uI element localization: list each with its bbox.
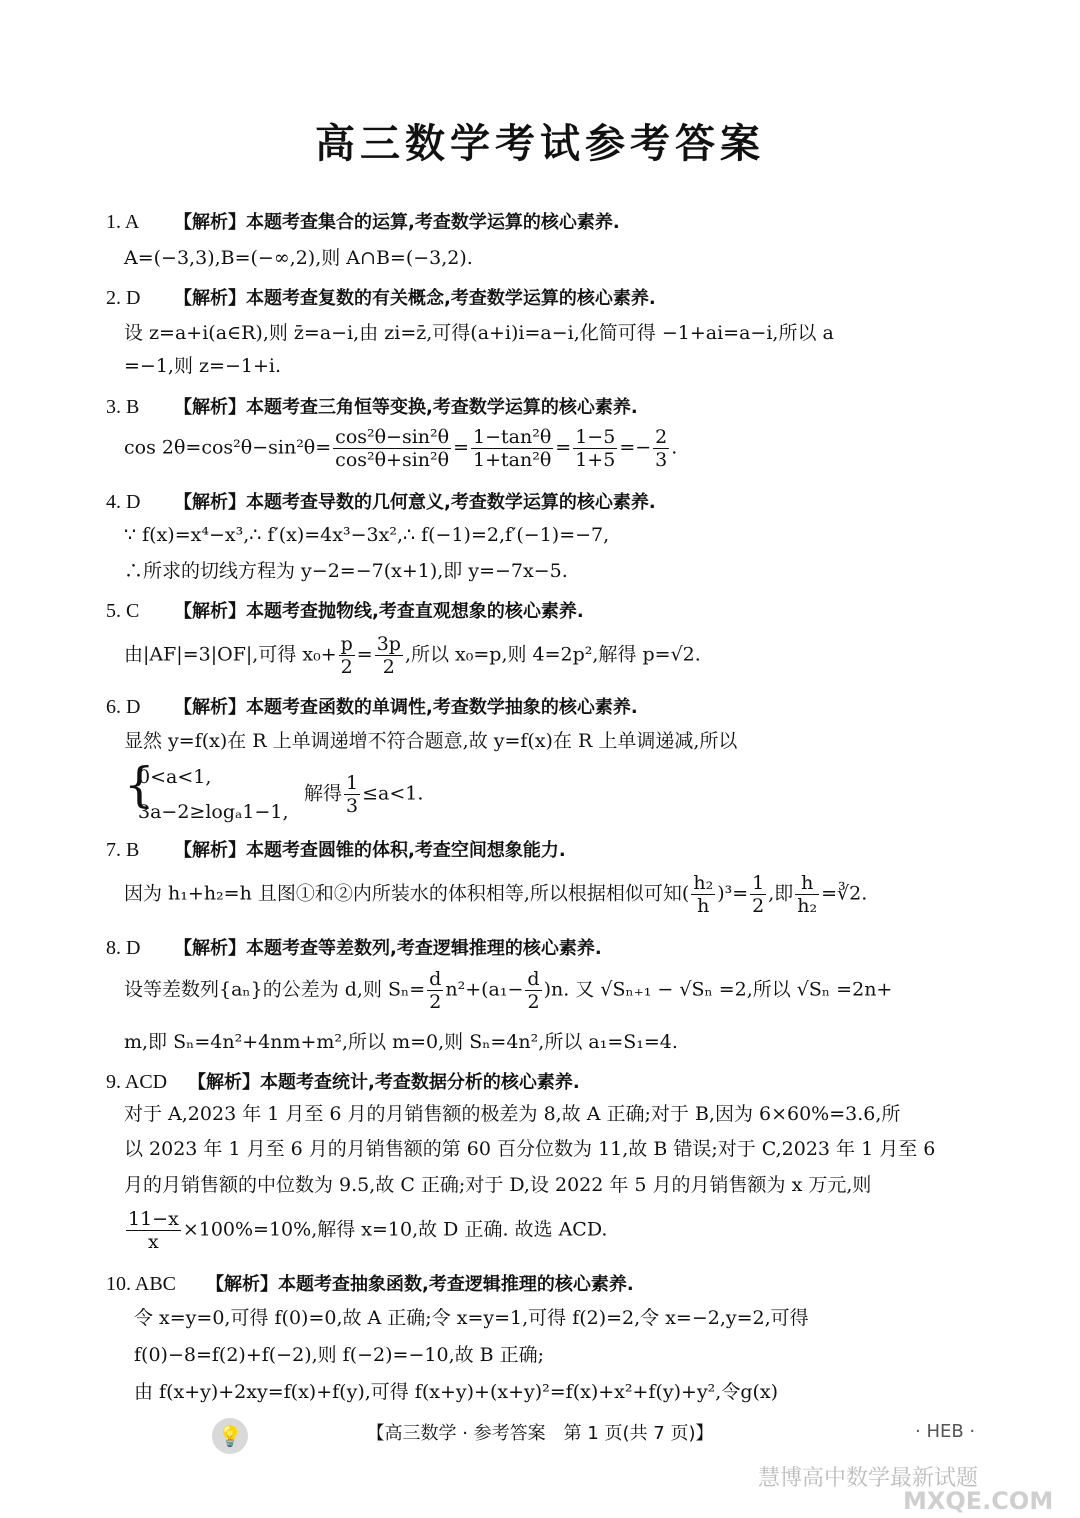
q5-formula: [124, 633, 701, 678]
q3-fraction-2: [471, 426, 553, 471]
q7-fraction-2: [750, 872, 766, 917]
q9-line3: 月的月销售额的中位数为 9.5,故 C 正确;对于 D,设 2022 年 5 月的月销售额为 x 万元,则: [124, 1174, 872, 1196]
q1-header: [106, 208, 620, 234]
q7-mid2: ,即: [768, 882, 794, 905]
lightbulb-icon: 💡: [212, 1418, 248, 1454]
q3-eq1: =: [453, 436, 470, 459]
q8-pre: 设等差数列{aₙ}的公差为 d,则 Sₙ=: [124, 978, 426, 1001]
q5-f2-num: 3p: [376, 633, 401, 655]
q7-formula: [124, 872, 867, 917]
q3-f4-num: 2: [655, 426, 668, 448]
q3-end: .: [671, 436, 678, 459]
q7-label: 【解析】本题考查圆锥的体积,考查空间想象能力.: [174, 840, 566, 861]
q7-number: 7. B: [106, 839, 140, 861]
q10-header: [106, 1270, 634, 1296]
q1-line1: A=(−3,3),B=(−∞,2),则 A∩B=(−3,2).: [124, 247, 473, 269]
q2-line1: 设 z=a+i(a∈R),则 z̄=a−i,由 zi=z̄,可得(a+i)i=a−i,化简可得 −1+ai=a−i,所以 a: [124, 322, 834, 344]
q8-f2-num: d: [527, 968, 540, 990]
q9-number: 9. ACD: [106, 1071, 168, 1093]
q10-number: 10. ABC: [106, 1273, 177, 1295]
q10-line2: f(0)−8=f(2)+f(−2),则 f(−2)=−10,故 B 正确;: [134, 1344, 545, 1366]
q3-f3-den: 1+5: [575, 449, 616, 471]
watermark-text: 慧博高中数学最新试题: [758, 1466, 979, 1491]
watermark-site: MXQE.COM: [903, 1487, 1054, 1515]
q6-fraction: [344, 772, 360, 817]
q3-f2-den: 1+tan²θ: [473, 449, 552, 471]
q3-f1-num: cos²θ−sin²θ: [335, 426, 450, 448]
q10-line1: 令 x=y=0,可得 f(0)=0,故 A 正确;令 x=y=1,可得 f(2)=2,令 x=−2,y=2,可得: [134, 1307, 809, 1329]
page-title: 高三数学考试参考答案: [315, 121, 765, 167]
q4-label: 【解析】本题考查导数的几何意义,考查数学运算的核心素养.: [174, 492, 656, 513]
q6-cond2: 3a−2≥logₐ1−1,: [138, 801, 289, 823]
q5-pre: 由|AF|=3|OF|,可得 x₀+: [124, 643, 337, 666]
q9-f-den: x: [148, 1231, 159, 1253]
q8-number: 8. D: [106, 937, 141, 959]
q3-f2-num: 1−tan²θ: [473, 426, 552, 448]
q10-label: 【解析】本题考查抽象函数,考查逻辑推理的核心素养.: [206, 1274, 634, 1295]
q5-label: 【解析】本题考查抛物线,考查直观想象的核心素养.: [174, 601, 584, 622]
q6-number: 6. D: [106, 696, 141, 718]
q3-label: 【解析】本题考查三角恒等变换,考查数学运算的核心素养.: [174, 397, 638, 418]
q3-header: [106, 393, 638, 419]
q9-line4: [124, 1208, 607, 1253]
q4-number: 4. D: [106, 491, 141, 513]
q6-label: 【解析】本题考查函数的单调性,考查数学抽象的核心素养.: [174, 697, 638, 718]
q6-f-den: 3: [346, 795, 359, 817]
q3-fraction-1: [333, 426, 451, 471]
q7-f3-num: h: [795, 872, 819, 895]
q5-fraction-2: [375, 633, 403, 678]
q4-line2: ∴所求的切线方程为 y−2=−7(x+1),即 y=−7x−5.: [124, 560, 568, 582]
q8-f1-den: 2: [429, 991, 442, 1013]
q6-f-num: 1: [346, 772, 359, 794]
q7-f1-den: h: [697, 895, 710, 917]
q2-number: 2. D: [106, 287, 141, 309]
q7-pre: 因为 h₁+h₂=h 且图①和②内所装水的体积相等,所以根据相似可知(: [124, 882, 690, 905]
q7-f3-den: h₂: [797, 895, 818, 917]
q9-f-num: 11−x: [128, 1208, 179, 1230]
q6-end: ≤a<1.: [362, 782, 424, 805]
q7-fraction-1: [691, 872, 715, 917]
page-footer: 【高三数学 · 参考答案 第 1 页(共 7 页)】: [366, 1423, 714, 1444]
q6-cond1: 0<a<1,: [138, 766, 212, 788]
q7-post: =∛2.: [821, 882, 868, 905]
q9-fraction: [126, 1208, 181, 1253]
q3-f4-den: 3: [655, 449, 668, 471]
q2-line2: =−1,则 z=−1+i.: [124, 355, 281, 377]
q8-header: [106, 934, 602, 960]
q5-post: ,所以 x₀=p,则 4=2p²,解得 p=√2.: [404, 643, 701, 666]
q3-f3-num: 1−5: [575, 426, 616, 448]
q2-label: 【解析】本题考查复数的有关概念,考查数学运算的核心素养.: [174, 288, 656, 309]
q4-header: [106, 488, 656, 514]
q6-header: [106, 693, 638, 719]
q9-line1: 对于 A,2023 年 1 月至 6 月的月销售额的极差为 8,故 A 正确;对于 B,因为 6×60%=3.6,所: [124, 1103, 901, 1125]
q7-mid: )³=: [717, 882, 749, 905]
footer-code: · HEB ·: [915, 1421, 976, 1442]
q8-post: )n. 又 √Sₙ₊₁ − √Sₙ =2,所以 √Sₙ =2n+: [543, 978, 893, 1001]
q2-header: [106, 284, 656, 310]
q8-fraction-1: [427, 968, 443, 1013]
q8-line2: m,即 Sₙ=4n²+4nm+m²,所以 m=0,则 Sₙ=4n²,所以 a₁=S₁=4.: [124, 1031, 678, 1053]
q3-fraction-4: [653, 426, 669, 471]
q8-formula: [124, 968, 892, 1013]
q4-line1: ∵ f(x)=x⁴−x³,∴ f′(x)=4x³−3x²,∴ f(−1)=2,f′(−1)=−7,: [124, 524, 610, 546]
q9-line2: 以 2023 年 1 月至 6 月的月销售额的第 60 百分位数为 11,故 B 错误;对于 C,2023 年 1 月至 6: [124, 1138, 936, 1160]
q5-number: 5. C: [106, 600, 140, 622]
q5-f1-num: p: [340, 633, 353, 655]
q3-lhs: cos 2θ=cos²θ−sin²θ=: [124, 436, 332, 459]
q5-f2-den: 2: [382, 656, 395, 678]
q6-sol: 解得: [304, 782, 343, 805]
q8-mid: n²+(a₁−: [445, 978, 524, 1001]
q3-eq2: =: [555, 436, 572, 459]
q1-number: 1. A: [106, 211, 140, 233]
q6-line1: 显然 y=f(x)在 R 上单调递增不符合题意,故 y=f(x)在 R 上单调递减,所以: [124, 730, 738, 752]
q9-label: 【解析】本题考查统计,考查数据分析的核心素养.: [188, 1072, 580, 1093]
q5-mid: =: [356, 643, 373, 666]
q3-f1-den: cos²θ+sin²θ: [335, 449, 450, 471]
q8-label: 【解析】本题考查等差数列,考查逻辑推理的核心素养.: [174, 938, 602, 959]
q5-fraction-1: [339, 633, 355, 678]
q3-number: 3. B: [106, 396, 140, 418]
q7-fraction-3: [795, 872, 819, 917]
q9-header: [106, 1068, 580, 1094]
q3-fraction-3: [573, 426, 617, 471]
q10-line3: 由 f(x+y)+2xy=f(x)+f(y),可得 f(x+y)+(x+y)²=f(x)+x²+f(y)+y²,令g(x): [134, 1381, 779, 1403]
q1-label: 【解析】本题考查集合的运算,考查数学运算的核心素养.: [174, 212, 620, 233]
q7-header: [106, 836, 566, 862]
q7-f2-den: 2: [752, 895, 765, 917]
q9-post: ×100%=10%,解得 x=10,故 D 正确. 故选 ACD.: [182, 1218, 608, 1241]
q8-fraction-2: [525, 968, 541, 1013]
q5-f1-den: 2: [340, 656, 353, 678]
q6-brace: {: [124, 757, 155, 813]
q8-f1-num: d: [429, 968, 442, 990]
q7-f2-num: 1: [752, 872, 765, 894]
q6-solution: [304, 772, 423, 817]
q7-f1-num: h₂: [693, 872, 714, 894]
q3-formula: [124, 426, 677, 471]
q3-eq3: =−: [619, 436, 652, 459]
q8-f2-den: 2: [527, 991, 540, 1013]
q5-header: [106, 597, 584, 623]
